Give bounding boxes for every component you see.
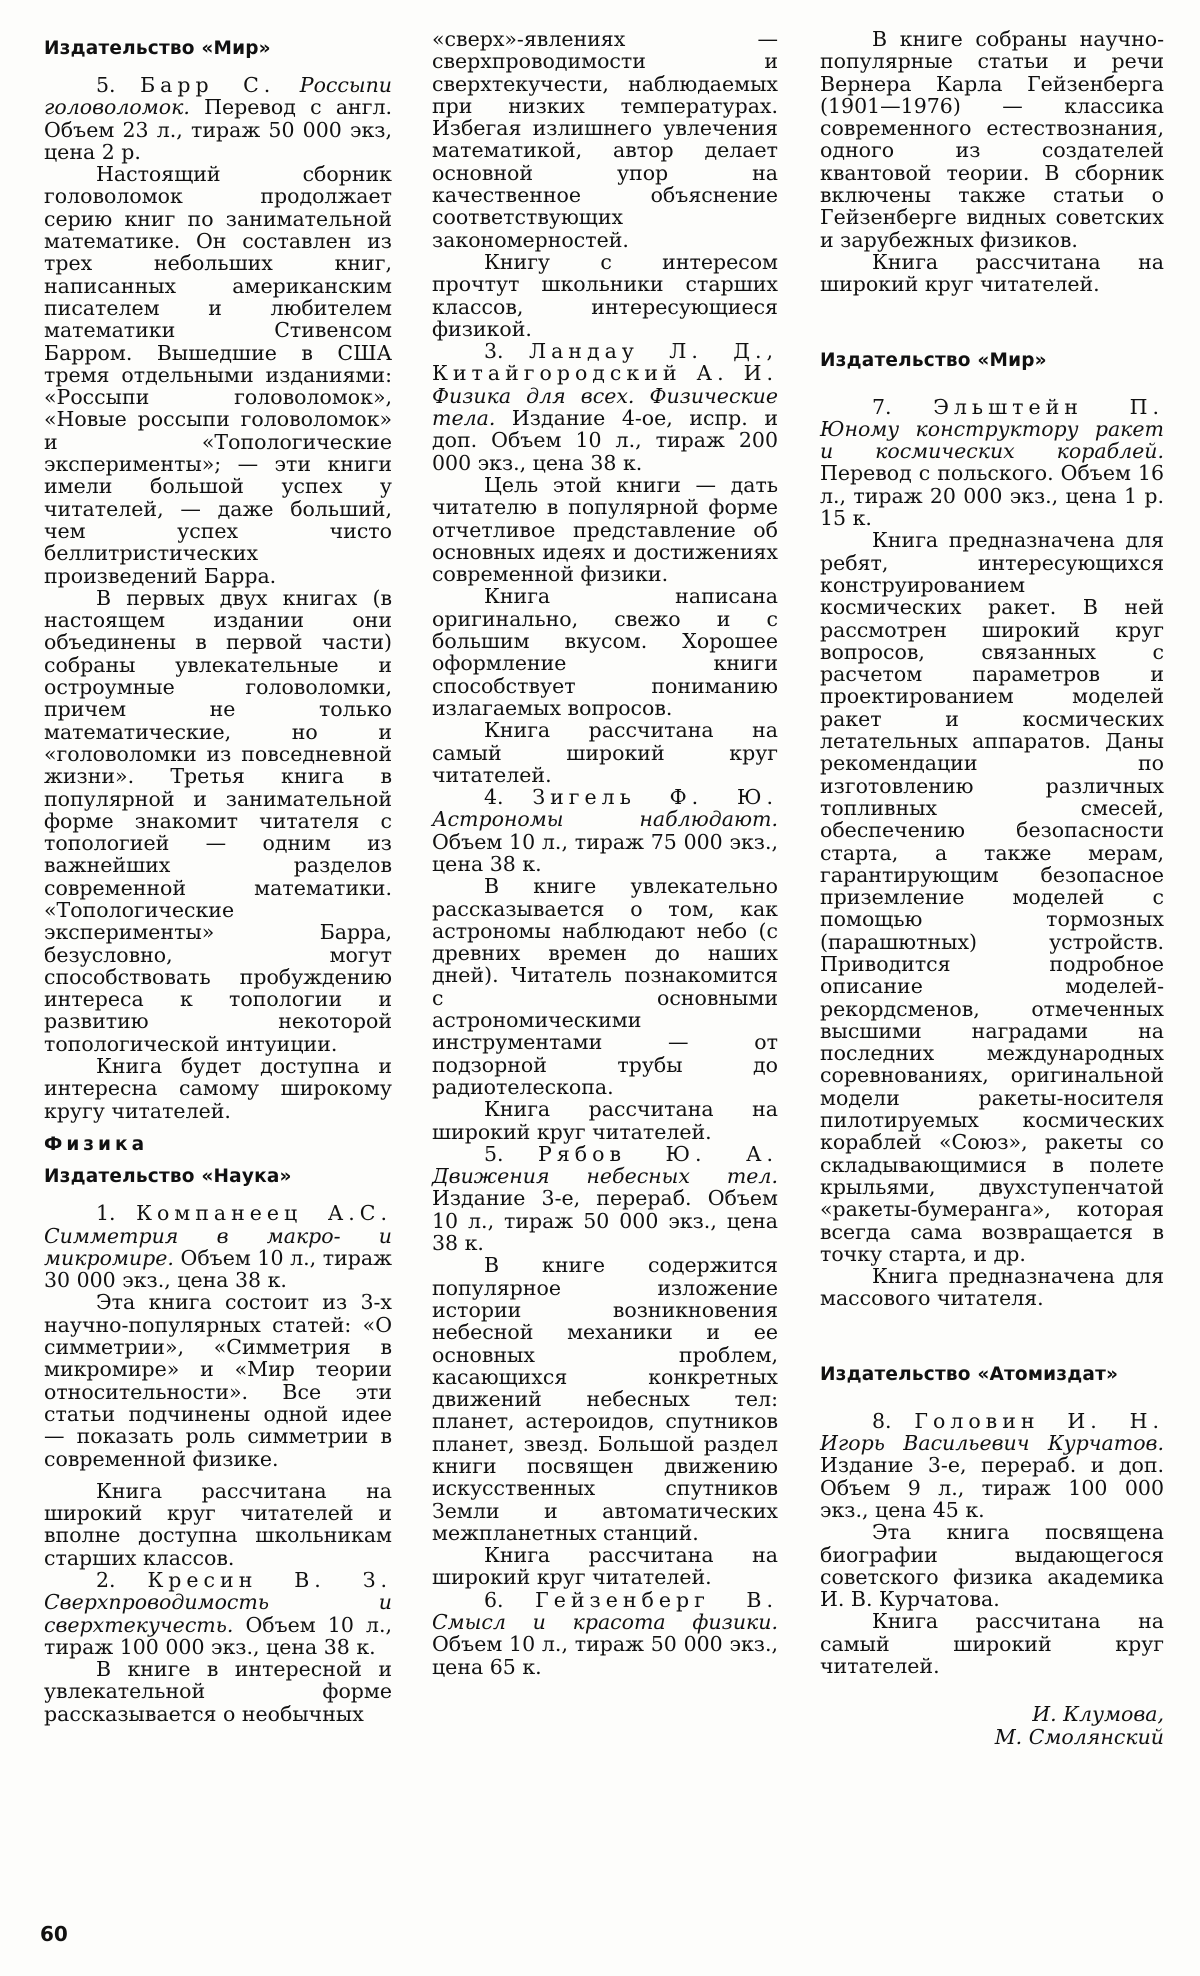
entry-details: Издание 3-е, перераб. Объем 10 л., тираж 50 000 экз., цена 38 к. [432,1186,778,1256]
entry-title: Симметрия в макро- и микромире. [44,1223,392,1270]
paragraph: Книга будет доступна и интересна самому широкому кругу читателей. [44,1054,392,1123]
entry-author: Кресин В. З. [147,1568,392,1592]
signature-line: М. Смолянский [994,1724,1164,1749]
paragraph: В книге собраны научно-популярные статьи и речи Вернера Карла Гейзенберга (1901—1976) — классика современного естествознания, одного из создателей квантовой теории. В сборник включены также статьи о Гейзенберге видных советских и зарубежных физиков. [820,27,1164,252]
entry-number: 5. [484,1141,504,1166]
entry-author: Головин И. Н. [914,1408,1164,1433]
book-entry [432,1143,778,1254]
publisher-heading: Издательство «Наука» [44,1166,292,1188]
entry-details: Перевод с польского. Объем 16 л., тираж 20 000 экз., цена 1 р. 15 к. [820,461,1164,531]
book-entry [44,74,392,163]
entry-number: 2. [96,1568,116,1592]
paragraph: Настоящий сборник головоломок продолжает серию книг по занимательной математике. Он составлен из трех небольших книг, написанных американским писателем и любителем математики Стивенсом Барром. Вышедшие в США тремя отдельными изданиями: «Россыпи головоломок», «Новые россыпи головоломок» и «Топологические эксперименты»; — эти книги имели большой успех у читателей, — даже больший, чем успех чисто беллитристических произведений Барра. [44,162,392,588]
paragraph: В первых двух книгах (в настоящем издании они объединены в первой части) собраны увлекательные и остроумные головоломки, причем не только математические, но и «головоломки из повседневной жизни». Третья книга в популярной и занимательной форме знакомит читателя с топологией — одним из важнейших разделов современной математики. «Топологические эксперименты» Барра, безусловно, могут способствовать пробуждению интереса к топологии и развитию некоторой топологической интуиции. [44,585,392,1056]
paragraph: Книга рассчитана на широкий круг читателей. [820,249,1164,297]
signature [820,1703,1164,1748]
entry-title: Сверхпроводимость и сверхтекучесть. [44,1590,392,1637]
paragraph: Книга предназначена для массового читателя. [820,1264,1164,1311]
entry-author: Рябов Ю. А. [538,1141,778,1166]
entry-number: 3. [484,339,504,364]
entry-title: Физика для всех. Физические тела. [432,383,778,431]
entry-author: Барр С. [140,73,276,97]
book-entry [432,786,778,875]
entry-author: Компанеец А.С. [136,1201,392,1226]
book-entry [820,1410,1164,1521]
paragraph: Книга рассчитана на самый широкий круг читателей. [820,1609,1164,1678]
entry-number: 1. [96,1201,116,1226]
entry-title: Игорь Васильевич Курчатов. [820,1431,1164,1456]
column-3 [820,28,1164,1748]
column-1 [44,28,392,1725]
paragraph: Книга рассчитана на широкий круг читателей и вполне доступна школьникам старших классов. [44,1478,392,1570]
paragraph: Книга рассчитана на широкий круг читателей. [432,1097,778,1144]
paragraph: Книга написана оригинально, свежо и с большим вкусом. Хорошее оформление книги способствует пониманию излагаемых вопросов. [432,584,778,720]
entry-details: Объем 10 л., тираж 50 000 экз., цена 65 к. [432,1632,778,1679]
entry-details: Перевод с англ. Объем 23 л., тираж 50 000 экз, цена 2 р. [44,95,392,164]
entry-title: Юному конструктору ракет и космических кораблей. [820,416,1164,464]
publisher-heading: Издательство «Мир» [820,349,1047,371]
book-entry [432,340,778,474]
entry-author: Зигель Ф. Ю. [532,785,778,810]
entry-details: Объем 10 л., тираж 30 000 экз., цена 38 к. [44,1245,392,1293]
entry-author: Ландау Л. Д., Китайгородский А. И. [432,339,778,386]
signature-line: И. Клумова, [1032,1702,1164,1727]
paragraph: В книге увлекательно рассказывается о том, как астрономы наблюдают небо (с древних времен до наших дней). Читатель познакомится с основными астрономическими инструментами — от подзорной трубы до радиотелескопа. [432,874,778,1099]
paragraph: Эта книга посвящена биографии выдающегося советского физика академика И. В. Курчатова. [820,1520,1164,1612]
paragraph: Книга предназначена для ребят, интересующихся конструированием космических ракет. В ней рассмотрен широкий круг вопросов, связанных с расчетом параметров и проектированием моделей ракет и космических летательных аппаратов. Даны рекомендации по изготовлению различных топливных смесей, обеспечению безопасности старта, а также мерам, гарантирующим безопасное приземление моделей с помощью тормозных (парашютных) устройств. Приводится подробное описание моделей-рекордсменов, отмеченных высшими наградами на последних международных соревнованиях, оригинальной модели ракеты-носителя пилотируемых космических кораблей «Союз», ракеты со складывающимися в полете крыльями, двухступенчатой «ракеты-бумеранга», которая всегда сама возвращается в точку старта, и др. [820,528,1164,1266]
book-entry [432,1589,778,1678]
entry-number: 6. [484,1587,504,1612]
book-entry [44,1202,392,1291]
entry-details: Объем 10 л., тираж 75 000 экз., цена 38 к. [432,829,778,876]
book-entry [44,1569,392,1658]
entry-number: 7. [872,394,892,419]
column-2 [432,28,778,1678]
publisher-heading: Издательство «Атомиздат» [820,1363,1119,1385]
paragraph: Книгу с интересом прочтут школьники старших классов, интересующиеся физикой. [432,249,778,341]
entry-details: Издание 3-е, перераб. и доп. Объем 9 л., тираж 100 000 экз., цена 45 к. [820,1453,1164,1522]
book-entry [820,396,1164,530]
entry-details: Объем 10 л., тираж 100 000 экз., цена 38 к. [44,1612,392,1659]
paragraph: Цель этой книги — дать читателю в популярной форме отчетливое представление об основных идеях и достижениях современной физики. [432,472,778,587]
paragraph: «сверх»-явлениях — сверхпроводимости и сверхтекучести, наблюдаемых при низких температурах. Избегая излишнего увлечения математикой, автор делает основной упор на качественное объяснение соответствующих закономерностей. [432,27,778,252]
entry-author: Гейзенберг В. [535,1587,778,1612]
page-number: 60 [40,1922,68,1946]
entry-number: 8. [872,1408,892,1433]
entry-title: Россыпи головоломок. [44,73,392,120]
paragraph: В книге содержится популярное изложение истории возникновения небесной механики и ее основных проблем, касающихся конкретных движений небесных тел: планет, астероидов, спутников планет, звезд. Большой раздел книги посвящен движению искусственных спутников Земли и автоматических межпланетных станций. [432,1253,778,1545]
entry-title: Движения небесных тел. [432,1164,778,1189]
entry-number: 5. [96,73,116,97]
entry-title: Смысл и красота физики. [432,1610,778,1635]
entry-author: Эльштейн П. [933,394,1164,419]
section-heading: Физика [44,1133,149,1155]
paragraph: Эта книга состоит из 3-х научно-популярных статей: «О симметрии», «Симметрия в микромире» и «Мир теории относительности». Все эти статьи подчинены одной идее — показать роль симметрии в современной физике. [44,1290,392,1471]
publisher-heading: Издательство «Мир» [44,38,271,59]
paragraph: В книге в интересной и увлекательной форме рассказывается о необычных [44,1657,392,1726]
entry-title: Астрономы наблюдают. [432,807,778,832]
paragraph: Книга рассчитана на самый широкий круг читателей. [432,718,778,787]
entry-details: Издание 4-ое, испр. и доп. Объем 10 л., тираж 200 000 экз., цена 38 к. [432,406,778,475]
paragraph: Книга рассчитана на широкий круг читателей. [432,1543,778,1590]
entry-number: 4. [484,785,504,810]
